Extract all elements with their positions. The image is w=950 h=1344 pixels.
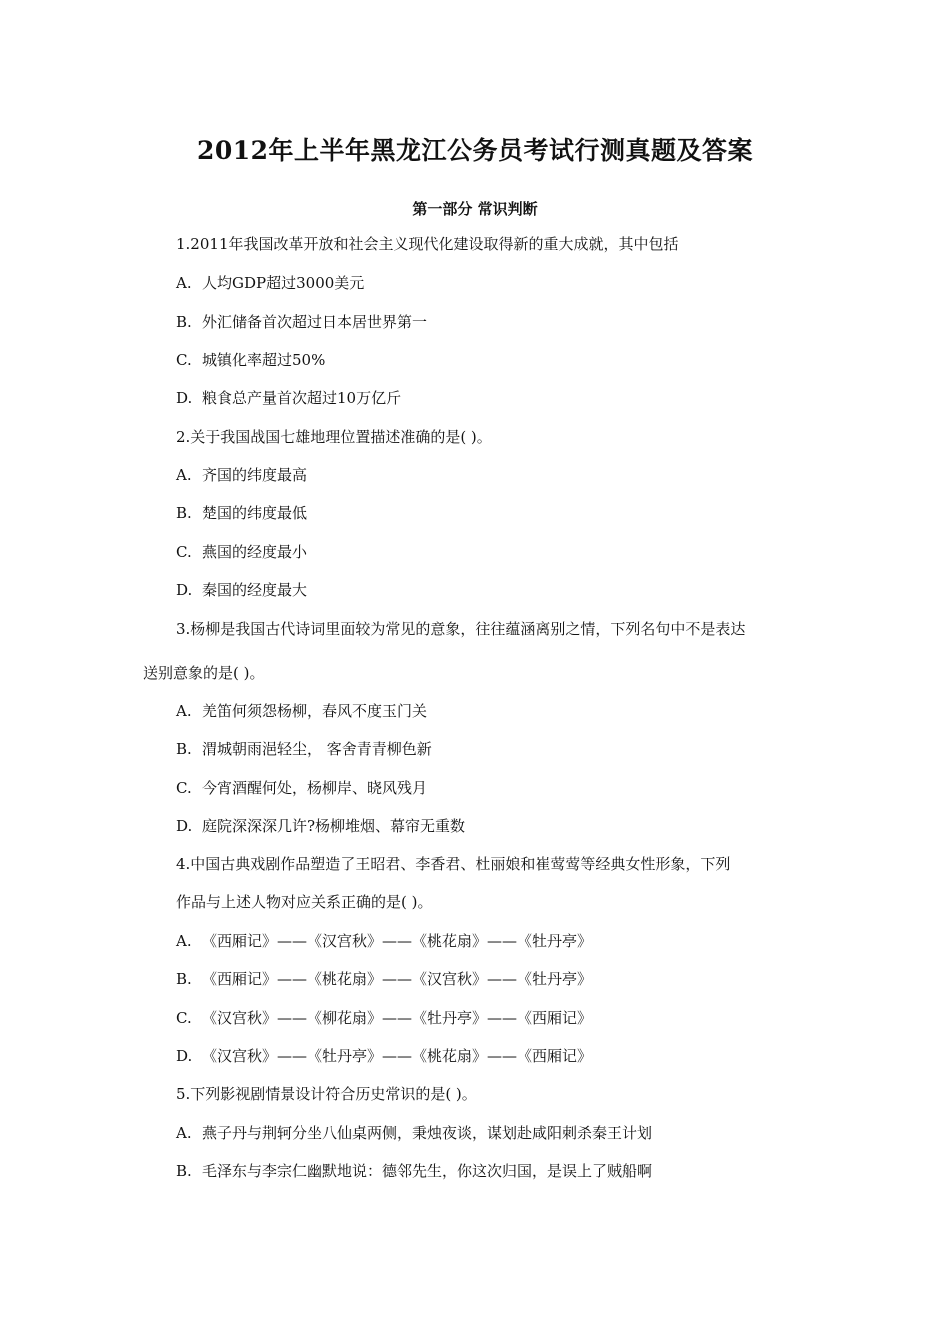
question-3-option-d bbox=[176, 814, 465, 838]
option-text: 外汇储备首次超过日本居世界第一 bbox=[202, 313, 428, 331]
question-3-option-a bbox=[176, 699, 427, 723]
question-2-option-c bbox=[176, 540, 307, 564]
option-letter: A. bbox=[176, 274, 192, 292]
question-3-text-continued: 送别意象的是( )。 bbox=[143, 664, 265, 682]
option-text: 城镇化率超过50% bbox=[202, 351, 326, 369]
option-text: 齐国的纬度最高 bbox=[202, 466, 308, 484]
question-2-option-d bbox=[176, 578, 307, 602]
option-letter: D. bbox=[176, 389, 193, 407]
question-1-option-b bbox=[176, 310, 427, 334]
question-4-option-b bbox=[176, 967, 592, 991]
option-letter: D. bbox=[176, 1047, 193, 1065]
option-letter: B. bbox=[176, 504, 192, 522]
option-text: 《汉宫秋》——《柳花扇》——《牡丹亭》——《西厢记》 bbox=[202, 1009, 593, 1027]
option-text: 燕国的经度最小 bbox=[202, 543, 308, 561]
question-4-text: 4.中国古典戏剧作品塑造了王昭君、李香君、杜丽娘和崔莺莺等经典女性形象，下列 bbox=[176, 855, 731, 873]
option-letter: B. bbox=[176, 970, 192, 988]
option-letter: A. bbox=[176, 932, 192, 950]
section-heading: 第一部分 常识判断 bbox=[412, 200, 538, 218]
option-letter: A. bbox=[176, 466, 192, 484]
question-5-text: 5.下列影视剧情景设计符合历史常识的是( )。 bbox=[176, 1085, 477, 1103]
option-text: 庭院深深深几许?杨柳堆烟、幕帘无重数 bbox=[202, 817, 466, 835]
option-letter: B. bbox=[176, 1162, 192, 1180]
option-text: 燕子丹与荆轲分坐八仙桌两侧，秉烛夜谈，谋划赴咸阳刺杀秦王计划 bbox=[202, 1124, 653, 1142]
option-letter: D. bbox=[176, 817, 193, 835]
question-1-text: 1.2011年我国改革开放和社会主义现代化建设取得新的重大成就，其中包括 bbox=[176, 235, 679, 253]
option-letter: C. bbox=[176, 543, 192, 561]
option-text: 粮食总产量首次超过10万亿斤 bbox=[202, 389, 402, 407]
question-3-text: 3.杨柳是我国古代诗词里面较为常见的意象，往往蕴涵离别之情，下列名句中不是表达 bbox=[176, 620, 746, 638]
option-text: 羌笛何须怨杨柳，春风不度玉门关 bbox=[202, 702, 428, 720]
question-1-option-c bbox=[176, 348, 325, 372]
question-2-text: 2.关于我国战国七雄地理位置描述准确的是( )。 bbox=[176, 428, 492, 446]
option-letter: C. bbox=[176, 351, 192, 369]
option-text: 《汉宫秋》——《牡丹亭》——《桃花扇》——《西厢记》 bbox=[202, 1047, 593, 1065]
option-text: 渭城朝雨浥轻尘， 客舍青青柳色新 bbox=[202, 740, 432, 758]
option-letter: A. bbox=[176, 702, 192, 720]
question-4-text-continued: 作品与上述人物对应关系正确的是( )。 bbox=[176, 893, 433, 911]
option-letter: B. bbox=[176, 313, 192, 331]
question-4-option-a bbox=[176, 929, 592, 953]
question-1-option-d bbox=[176, 386, 401, 410]
question-4-option-d bbox=[176, 1044, 592, 1068]
question-2-option-b bbox=[176, 501, 307, 525]
question-5-option-a bbox=[176, 1121, 652, 1145]
question-2-option-a bbox=[176, 463, 307, 487]
question-4-option-c bbox=[176, 1006, 592, 1030]
option-text: 毛泽东与李宗仁幽默地说：德邻先生，你这次归国，是误上了贼船啊 bbox=[202, 1162, 653, 1180]
option-letter: A. bbox=[176, 1124, 192, 1142]
option-text: 秦国的经度最大 bbox=[202, 581, 308, 599]
option-letter: D. bbox=[176, 581, 193, 599]
option-text: 《西厢记》——《汉宫秋》——《桃花扇》——《牡丹亭》 bbox=[202, 932, 593, 950]
question-3-option-c bbox=[176, 776, 427, 800]
option-text: 人均GDP超过3000美元 bbox=[202, 274, 365, 292]
question-5-option-b bbox=[176, 1159, 652, 1183]
question-1-option-a bbox=[176, 271, 364, 295]
option-text: 楚国的纬度最低 bbox=[202, 504, 308, 522]
option-letter: C. bbox=[176, 1009, 192, 1027]
option-letter: C. bbox=[176, 779, 192, 797]
page-title: 2012年上半年黑龙江公务员考试行测真题及答案 bbox=[196, 136, 754, 165]
question-3-option-b bbox=[176, 737, 432, 761]
option-letter: B. bbox=[176, 740, 192, 758]
option-text: 今宵酒醒何处，杨柳岸、晓风残月 bbox=[202, 779, 428, 797]
option-text: 《西厢记》——《桃花扇》——《汉宫秋》——《牡丹亭》 bbox=[202, 970, 593, 988]
